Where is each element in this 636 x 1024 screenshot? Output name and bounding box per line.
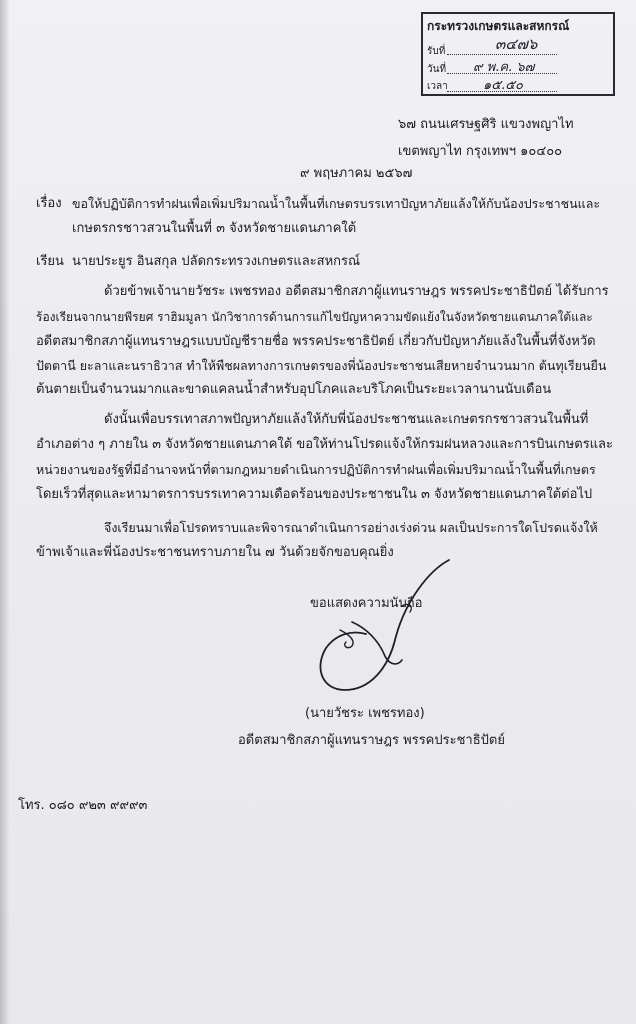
body-p2-line2: อำเภอต่าง ๆ ภายใน ๓ จังหวัดชายแดนภาคใต้ ขอให้ท่านโปรดแจ้งให้กรมฝนหลวงและการบินเกษตรและ <box>36 437 614 452</box>
phone-number: โทร. ๐๘๐ ๙๒๓ ๙๙๙๓ <box>18 798 148 813</box>
body-p1-line1: ด้วยข้าพเจ้านายวัชระ เพชรทอง อดีตสมาชิกสภาผู้แทนราษฎร พรรคประชาธิปัตย์ ได้รับการ <box>104 284 609 299</box>
signer-name: (นายวัชระ เพชรทอง) <box>305 706 425 721</box>
subject-line1: ขอให้ปฏิบัติการทำฝนเพื่อเพิ่มปริมาณน้ำในพื้นที่เกษตรบรรเทาปัญหาภัยแล้งให้กับน้องประชาชนและ <box>72 196 601 211</box>
signer-title: อดีตสมาชิกสภาผู้แทนราษฎร พรรคประชาธิปัตย์ <box>238 733 505 748</box>
sender-address-line1: ๖๗ ถนนเศรษฐศิริ แขวงพญาไท <box>398 117 574 132</box>
body-p2-line3: หน่วยงานของรัฐที่มีอำนาจหน้าที่ตามกฎหมายดำเนินการปฏิบัติการทำฝนเพื่อเพิ่มปริมาณน้ำในพื้นที่เกษตร <box>36 462 596 477</box>
addressee-label: เรียน <box>36 254 64 269</box>
stamp-org: กระทรวงเกษตรและสหกรณ์ <box>427 19 570 33</box>
stamp-date-label: วันที่ <box>427 64 447 75</box>
stamp-number: ๓๔๗๖ <box>495 35 538 53</box>
sender-address-line2: เขตพญาไท กรุงเทพฯ ๑๐๔๐๐ <box>398 144 563 159</box>
subject-line2: เกษตรกรชาวสวนในพื้นที่ ๓ จังหวัดชายแดนภาคใต้ <box>72 221 357 236</box>
body-p2-line4: โดยเร็วที่สุดและหามาตรการบรรเทาความเดือดร้อนของประชาชนใน ๓ จังหวัดชายแดนภาคใต้ต่อไป <box>36 487 593 502</box>
body-p1-line3: อดีตสมาชิกสภาผู้แทนราษฎรแบบบัญชีรายชื่อ พรรคประชาธิปัตย์ เกี่ยวกับปัญหาภัยแล้งในพื้นที่จังหวัด <box>36 334 596 349</box>
body-p1-line2: ร้องเรียนจากนายพีรยศ ราฮิมมูลา นักวิชาการด้านการแก้ไขปัญหาความขัดแย้งในจังหวัดชายแดนภาคใต้และ <box>36 310 593 324</box>
body-p1-line4: ปัตตานี ยะลาและนราธิวาส ทำให้พืชผลทางการเกษตรของพี่น้องประชาชนเสียหายจำนวนมาก ต้นทุเรียนยืน <box>36 358 607 373</box>
body-p3-line1: จึงเรียนมาเพื่อโปรดทราบและพิจารณาดำเนินการอย่างเร่งด่วน ผลเป็นประการใดโปรดแจ้งให้ <box>104 520 598 535</box>
subject-label: เรื่อง <box>36 196 62 211</box>
body-p1-line5: ต้นตายเป็นจำนวนมากและขาดแคลนน้ำสำหรับอุปโภคและบริโภคเป็นระยะเวลานานนับเดือน <box>36 382 552 397</box>
stamp-time-value: ๑๕.๕๐ <box>483 78 523 93</box>
letter-date: ๙ พฤษภาคม ๒๕๖๗ <box>300 166 413 181</box>
body-p3-line2: ข้าพเจ้าและพี่น้องประชาชนทราบภายใน ๗ วันด้วยจักขอบคุณยิ่ง <box>36 545 394 560</box>
stamp-date-value: ๙ พ.ค. ๖๗ <box>473 60 535 75</box>
stamp-receive-label: รับที่ <box>427 46 446 57</box>
closing-text: ขอแสดงความนับถือ <box>310 596 423 611</box>
body-p2-line1: ดังนั้นเพื่อบรรเทาสภาพปัญหาภัยแล้งให้กับพี่น้องประชาชนและเกษตรกรชาวสวนในพื้นที่ <box>104 412 589 427</box>
addressee-text: นายประยูร อินสกุล ปลัดกระทรวงเกษตรและสหกรณ์ <box>72 254 361 269</box>
stamp-time-label: เวลา <box>427 81 448 92</box>
